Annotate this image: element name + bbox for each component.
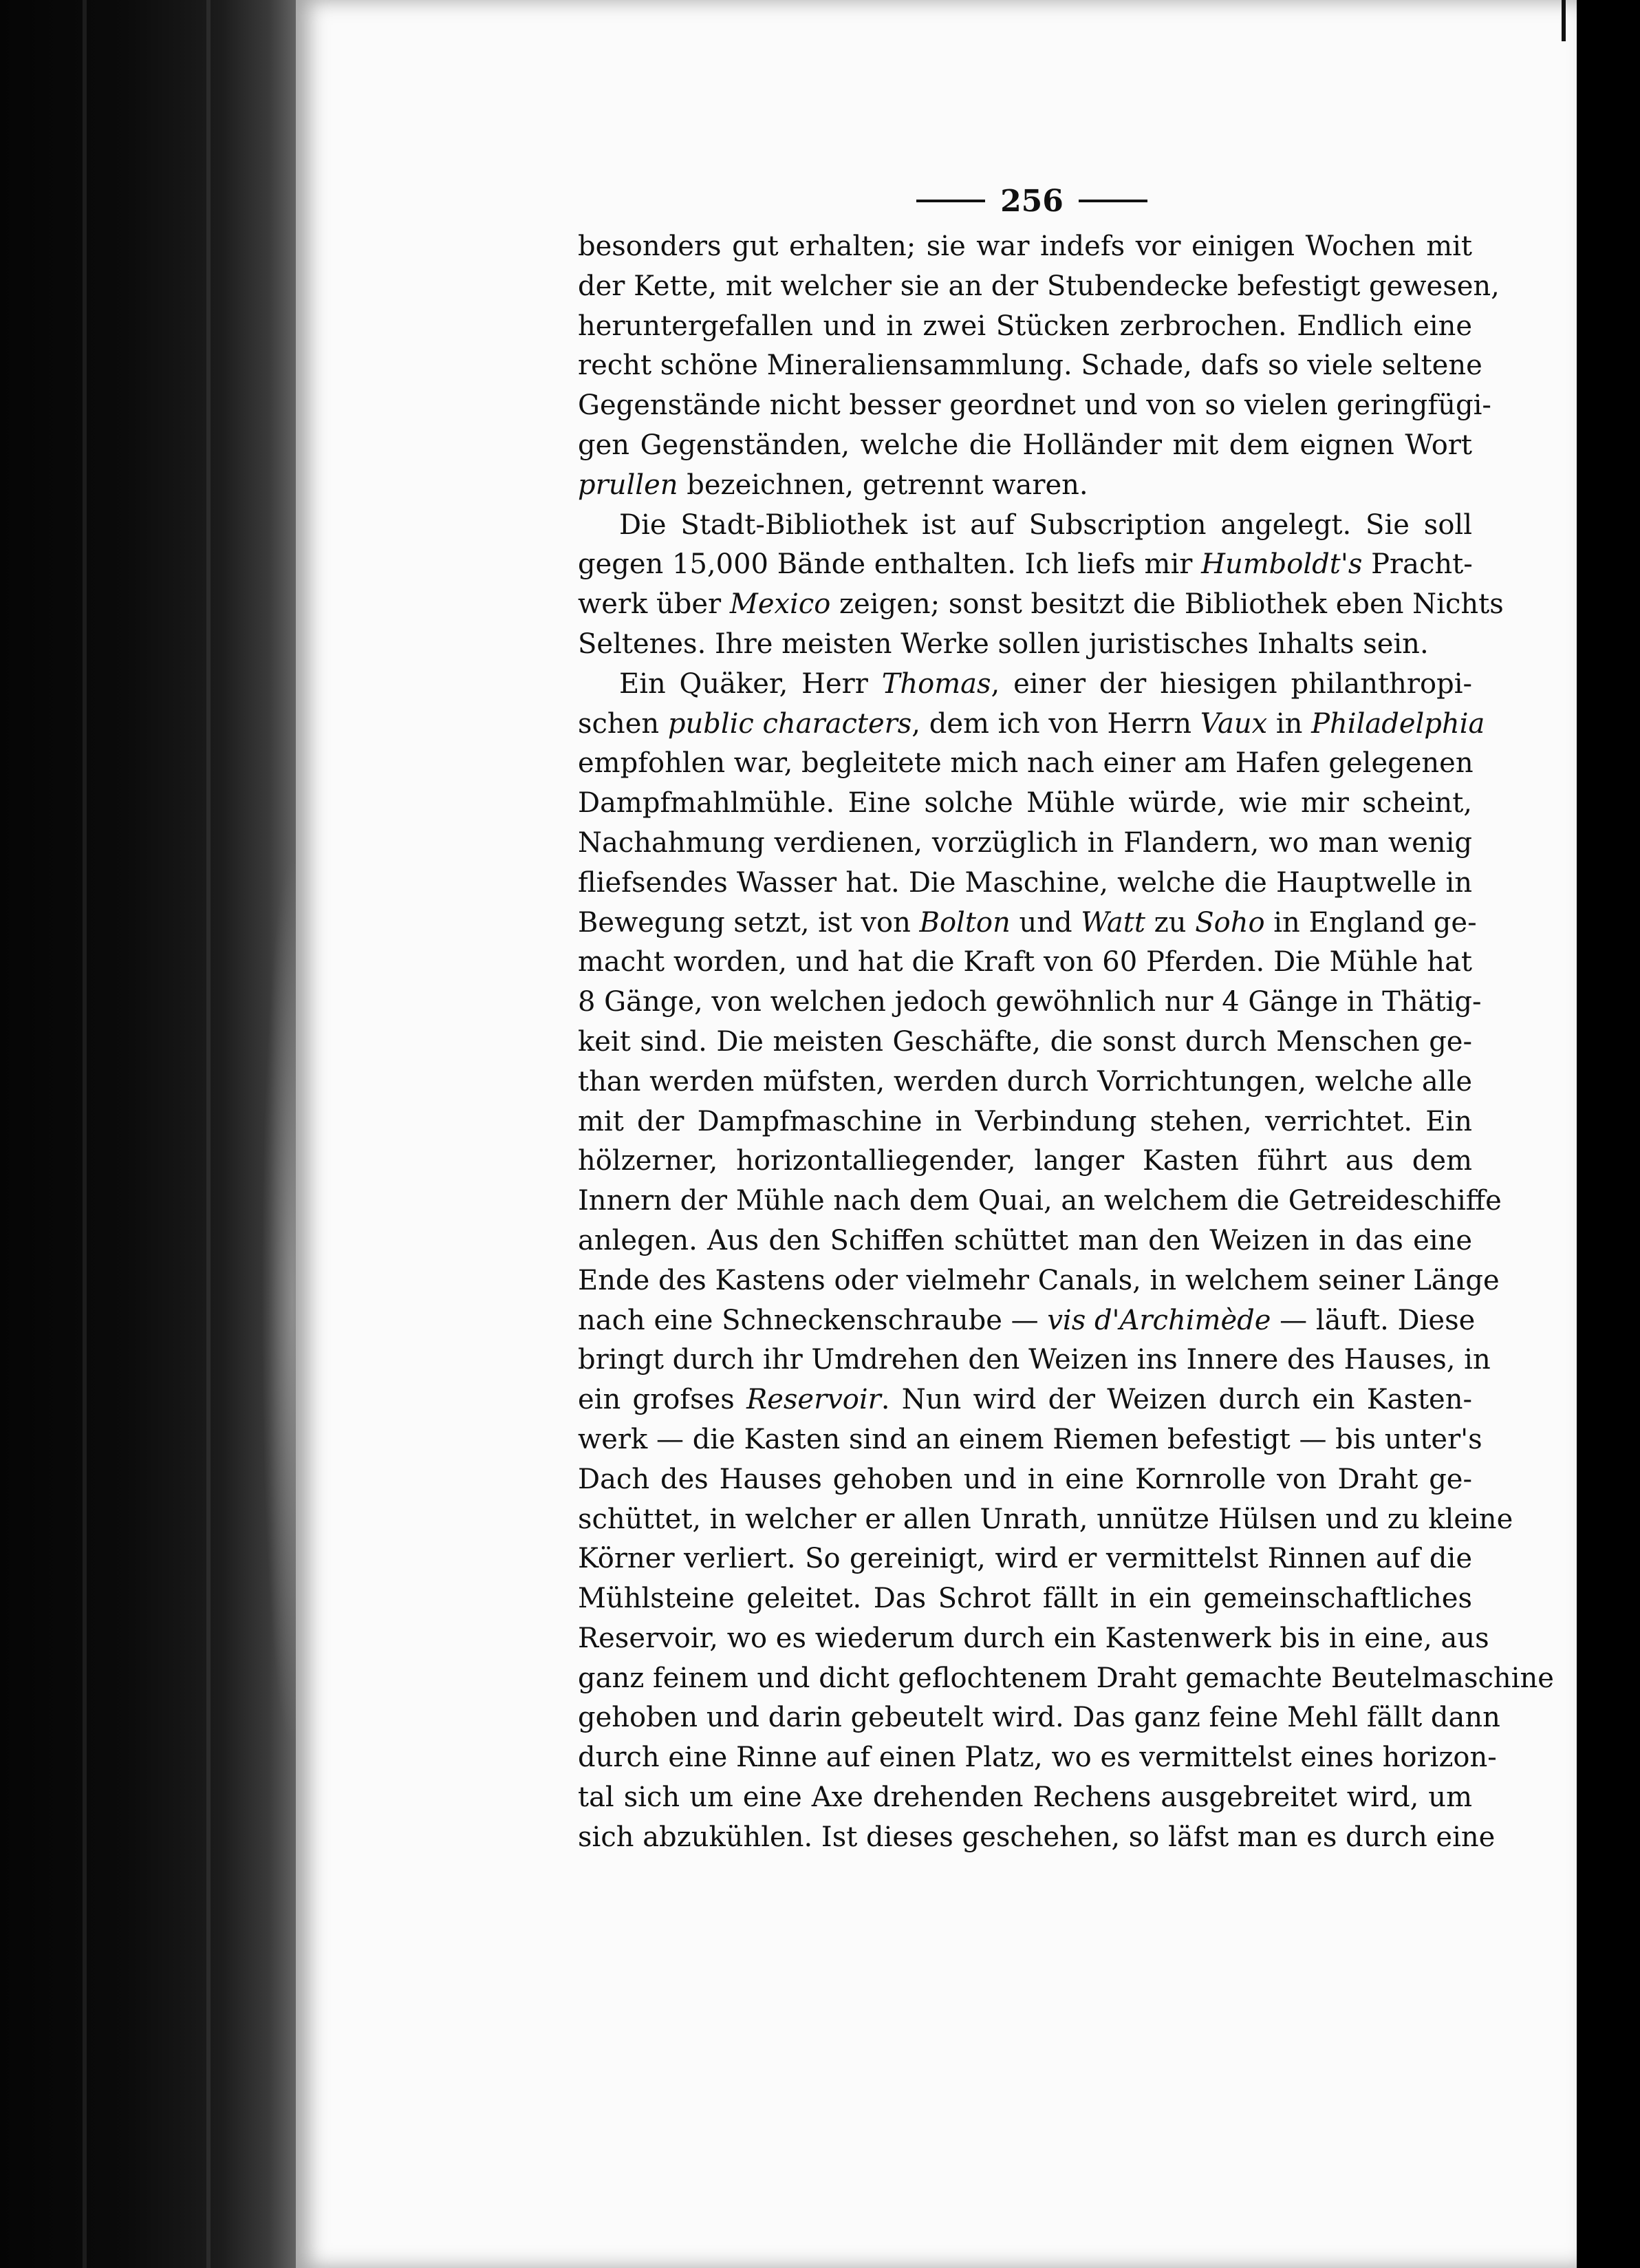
header-rule-right — [1079, 200, 1147, 202]
text-line: Seltenes. Ihre meisten Werke sollen juristisches Inhalts sein. — [578, 628, 1429, 660]
text-line: anlegen. Aus den Schiffen schüttet man den Weizen in das eine — [578, 1224, 1472, 1256]
text-line: tal sich um eine Axe drehenden Rechens ausgebreitet wird, um — [578, 1782, 1472, 1814]
text-line: werk über Mexico zeigen; sonst besitzt die Bibliothek eben Nichts — [578, 588, 1504, 621]
text-line: werk — die Kasten sind an einem Riemen befestigt — bis unter's — [578, 1423, 1482, 1455]
text-line: bringt durch ihr Umdrehen den Weizen ins Innere des Hauses, in — [578, 1344, 1491, 1376]
text-line: prullen bezeichnen, getrennt waren. — [578, 469, 1088, 501]
spine-streak — [206, 0, 211, 2268]
text-line: Ende des Kastens oder vielmehr Canals, in welchem seiner Länge — [578, 1264, 1500, 1296]
text-line: recht schöne Mineraliensammlung. Schade, dafs so viele seltene — [578, 350, 1482, 382]
page-right-border — [1577, 0, 1640, 2268]
text-line: fliefsendes Wasser hat. Die Maschine, welche die Hauptwelle in — [578, 866, 1472, 899]
text-line: mit der Dampfmaschine in Verbindung stehen, verrichtet. Ein — [578, 1105, 1472, 1137]
text-line: Nachahmung verdienen, vorzüglich in Flandern, wo man wenig — [578, 826, 1472, 859]
text-line: Innern der Mühle nach dem Quai, an welchem die Getreideschiffe — [578, 1185, 1502, 1217]
text-line: Dampfmahlmühle. Eine solche Mühle würde, wie mir scheint, — [578, 787, 1472, 820]
text-line: Bewegung setzt, ist von Bolton und Watt zu Soho in England ge- — [578, 906, 1477, 939]
text-line: than werden müfsten, werden durch Vorrichtungen, welche alle — [578, 1065, 1472, 1098]
text-line: Die Stadt-Bibliothek ist auf Subscription angelegt. Sie soll — [619, 509, 1472, 541]
text-line: heruntergefallen und in zwei Stücken zerbrochen. Endlich eine — [578, 310, 1472, 342]
text-line: Körner verliert. So gereinigt, wird er vermittelst Rinnen auf die — [578, 1543, 1472, 1575]
page-number: 256 — [1000, 183, 1064, 219]
text-line: der Kette, mit welcher sie an der Stubendecke befestigt gewesen, — [578, 270, 1500, 302]
text-line: empfohlen war, begleitete mich nach einer am Hafen gelegenen — [578, 747, 1474, 780]
text-line: hölzerner, horizontalliegender, langer Kasten führt aus dem — [578, 1145, 1472, 1177]
body-text — [578, 227, 1554, 1858]
text-line: Ein Quäker, Herr Thomas, einer der hiesigen philanthropi- — [619, 667, 1472, 700]
text-line: durch eine Rinne auf einen Platz, wo es vermittelst eines horizon- — [578, 1742, 1497, 1774]
header-rule-left — [916, 200, 985, 202]
text-line: schen public characters, dem ich von Herrn Vaux in Philadelphia — [578, 707, 1485, 740]
text-line: Reservoir, wo es wiederum durch ein Kastenwerk bis in eine, aus — [578, 1622, 1489, 1654]
text-line: Mühlsteine geleitet. Das Schrot fällt in ein gemeinschaftliches — [578, 1583, 1472, 1615]
text-line: sich abzukühlen. Ist dieses geschehen, so läfst man es durch eine — [578, 1821, 1496, 1853]
page-edge-mark — [1562, 0, 1566, 41]
text-line: ein grofses Reservoir. Nun wird der Weizen durch ein Kasten- — [578, 1384, 1472, 1416]
text-line: 8 Gänge, von welchen jedoch gewöhnlich nur 4 Gänge in Thätig- — [578, 986, 1482, 1018]
text-line: nach eine Schneckenschraube — vis d'Archimède — läuft. Diese — [578, 1304, 1476, 1336]
text-line: gen Gegenständen, welche die Holländer mit dem eignen Wort — [578, 429, 1472, 461]
spine-streak — [83, 0, 87, 2268]
text-line: gegen 15,000 Bände enthalten. Ich liefs mir Humboldt's Pracht- — [578, 548, 1473, 581]
text-line: Dach des Hauses gehoben und in eine Kornrolle von Draht ge- — [578, 1463, 1472, 1495]
text-line: besonders gut erhalten; sie war indefs vor einigen Wochen mit — [578, 231, 1472, 262]
text-line: ganz feinem und dicht geflochtenem Draht gemachte Beutelmaschine — [578, 1662, 1554, 1694]
page-header — [887, 180, 1176, 222]
text-line: gehoben und darin gebeutelt wird. Das ganz feine Mehl fällt dann — [578, 1702, 1500, 1734]
text-line: Gegenstände nicht besser geordnet und von so vielen geringfügi- — [578, 389, 1491, 422]
text-line: schüttet, in welcher er allen Unrath, unnütze Hülsen und zu kleine — [578, 1503, 1513, 1535]
text-line: keit sind. Die meisten Geschäfte, die sonst durch Menschen ge- — [578, 1025, 1472, 1058]
text-line: macht worden, und hat die Kraft von 60 Pferden. Die Mühle hat — [578, 946, 1472, 978]
